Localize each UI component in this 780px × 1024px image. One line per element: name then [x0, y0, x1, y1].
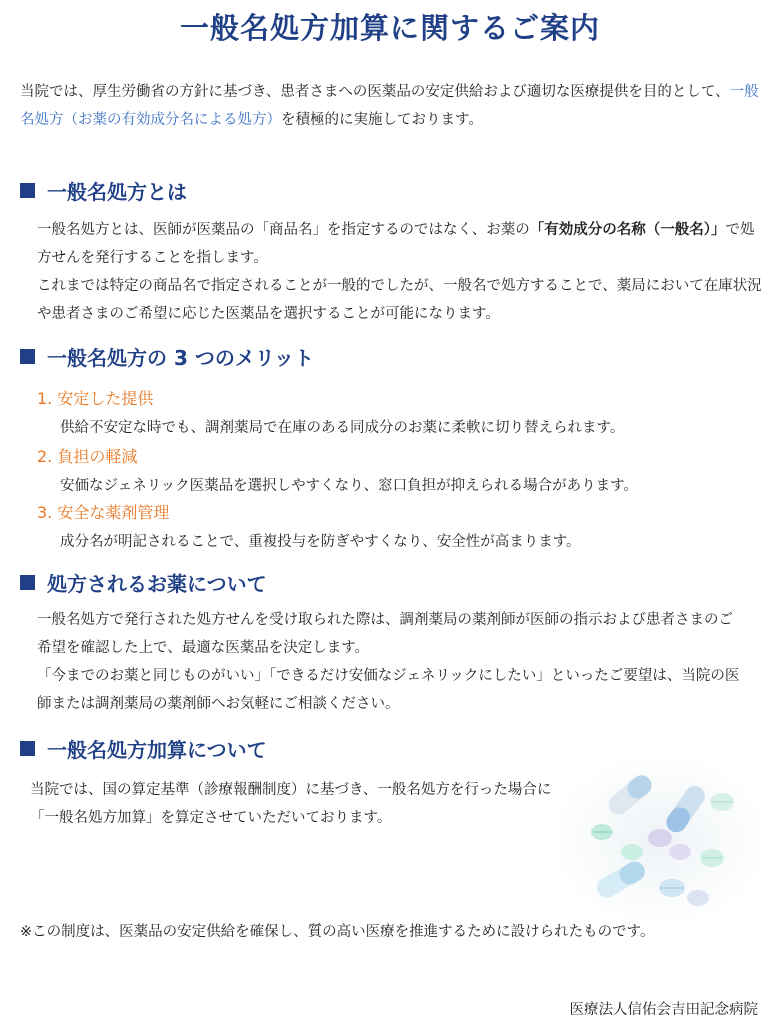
square-bullet-icon — [20, 575, 35, 590]
intro-part1: 当院では、厚生労働省の方針に基づき、患者さまへの医薬品の安定供給および適切な医療提供を目的として、 — [20, 84, 730, 100]
section1-paragraph1 — [37, 216, 767, 272]
section3-paragraph2: 「今までのお薬と同じものがいい」「できるだけ安価なジェネリックにしたい」といったご要望は、当院の医師または調剤薬局の薬剤師へお気軽にご相談ください。 — [37, 668, 740, 712]
hospital-signature: 医療法人信佑会吉田記念病院 — [569, 1002, 758, 1018]
section1-p1b: で処方せんを発行することを指します。 — [37, 222, 755, 266]
section2-heading — [20, 342, 314, 371]
section1-paragraph2: これまでは特定の商品名で指定されることが一般的でしたが、一般名で処方することで、薬局において在庫状況や患者さまのご希望に応じた医薬品を選択することが可能になります。 — [37, 278, 762, 322]
section2-heading-text: 一般名処方の 3 つのメリット — [47, 346, 315, 370]
square-bullet-icon — [20, 741, 35, 756]
section3-heading-text: 処方されるお薬について — [47, 572, 267, 596]
intro-text — [20, 78, 765, 134]
section3-heading — [20, 568, 267, 597]
square-bullet-icon — [20, 183, 35, 198]
section4-heading — [20, 734, 267, 763]
section4-paragraph1: 当院では、国の算定基準（診療報酬制度）に基づき、一般名処方を行った場合に「一般名処方加算」を算定させていただいております。 — [30, 782, 552, 826]
merit-3-title: 3. 安全な薬剤管理 — [37, 503, 170, 522]
merit-1-desc: 供給不安定な時でも、調剤薬局で在庫のある同成分のお薬に柔軟に切り替えられます。 — [60, 420, 625, 436]
section1-p1a: 一般名処方とは、医師が医薬品の「商品名」を指定するのではなく、お薬の — [37, 222, 530, 238]
section3-paragraph1: 一般名処方で発行された処方せんを受け取られた際は、調剤薬局の薬剤師が医師の指示および患者さまのご希望を確認した上で、最適な医薬品を決定します。 — [37, 612, 733, 656]
section1-p1-bold: 「有効成分の名称（一般名）」 — [529, 222, 726, 238]
merit-1-title: 1. 安定した提供 — [37, 389, 154, 408]
section1-heading — [20, 176, 187, 205]
intro-part2: を積極的に実施しております。 — [281, 112, 483, 128]
pills-illustration — [560, 760, 760, 924]
section4-heading-text: 一般名処方加算について — [47, 738, 267, 762]
page-title: 一般名処方加算に関するご案内 — [179, 11, 600, 45]
section1-heading-text: 一般名処方とは — [47, 180, 187, 204]
section1-body — [37, 216, 767, 328]
merit-3-desc: 成分名が明記されることで、重複投与を防ぎやすくなり、安全性が高まります。 — [60, 534, 581, 550]
section4-body — [30, 776, 555, 832]
section3-body — [37, 606, 747, 718]
footnote: ※この制度は、医薬品の安定供給を確保し、質の高い医療を推進するために設けられたものです。 — [20, 924, 655, 940]
intro-highlight: 一般名処方（お薬の有効成分名による処方） — [20, 84, 759, 128]
merit-2-title: 2. 負担の軽減 — [37, 447, 138, 466]
square-bullet-icon — [20, 349, 35, 364]
merit-2-desc: 安価なジェネリック医薬品を選択しやすくなり、窓口負担が抑えられる場合があります。 — [60, 478, 638, 494]
